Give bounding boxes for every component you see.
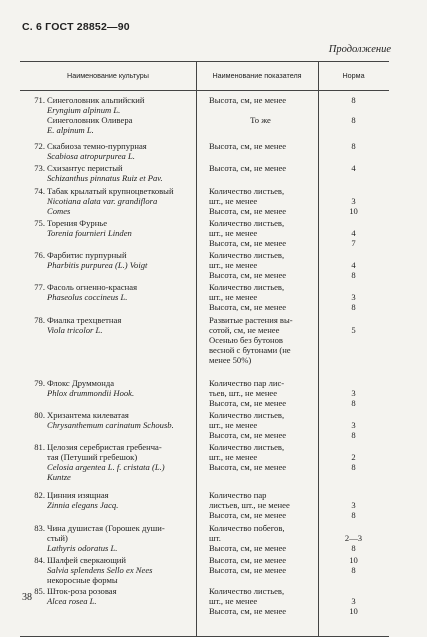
indicator-line: Количество листьев,: [209, 442, 285, 452]
continuation-label: Продолжение: [328, 44, 391, 55]
row-number: 76.: [34, 250, 45, 260]
indicator-cell: [209, 523, 312, 553]
row-number: 73.: [34, 163, 45, 173]
crop-name-line: Celosia argentea L. f. cristata (L.): [47, 462, 165, 472]
norm-cell: [318, 586, 389, 616]
indicator-line: Высота, см, не менее: [209, 302, 287, 312]
norm-value: 10: [349, 606, 358, 616]
crop-name-line: Цинния изящная: [47, 490, 109, 500]
indicator-line: Высота, см, не менее: [209, 543, 287, 553]
crop-name-line: Lathyris odoratus L.: [47, 543, 118, 553]
crop-name-line: Zinnia elegans Jacq.: [47, 500, 119, 510]
norm-value: 10: [349, 555, 358, 565]
norm-value: [318, 355, 389, 365]
crop-name-line: Табак крылатый крупноцветковый: [47, 186, 174, 196]
row-number: 77.: [34, 282, 45, 292]
indicator-cell: [209, 410, 312, 440]
crop-name-line: Синеголовник альпийский: [47, 95, 145, 105]
norm-value: 4: [351, 228, 356, 238]
norm-value: 8: [351, 510, 356, 520]
indicator-line: Количество листьев,: [209, 250, 285, 260]
crop-name-line: Торения Фурнье: [47, 218, 108, 228]
norm-cell: [318, 490, 389, 520]
crop-name-line: Phaseolus coccineus L.: [47, 292, 128, 302]
indicator-cell: [209, 163, 312, 173]
indicator-line: шт., не менее: [209, 292, 258, 302]
norm-value: [318, 105, 389, 115]
norm-value: 8: [351, 95, 356, 105]
crop-name-cell: [23, 490, 198, 510]
norm-value: 3: [351, 388, 356, 398]
table-header: [20, 61, 389, 91]
crop-name-cell: [23, 586, 198, 606]
norm-cell: [318, 95, 389, 135]
crop-name-line: Torenia fournieri Linden: [47, 228, 132, 238]
crop-name-cell: [23, 315, 198, 335]
crop-name-cell: [23, 555, 198, 585]
norm-value: 8: [351, 141, 356, 151]
row-number: 74.: [34, 186, 45, 196]
indicator-line: Высота, см, не менее: [209, 510, 287, 520]
column-header-crop: Наименование культуры: [67, 71, 149, 80]
document-header: С. 6 ГОСТ 28852—90: [22, 21, 130, 33]
crop-name-line: Scabiosa atropurpurea L.: [47, 151, 135, 161]
indicator-line: Высота, см, не менее: [209, 95, 287, 105]
column-header-indicator: Наименование показателя: [212, 71, 302, 80]
crop-name-cell: [23, 141, 198, 161]
norm-cell: [318, 378, 389, 408]
norm-cell: [318, 163, 389, 173]
norm-value: 3: [351, 420, 356, 430]
indicator-cell: [209, 442, 312, 472]
indicator-line: менее 50%): [209, 355, 252, 365]
norm-value: 8: [351, 398, 356, 408]
norm-value: 8: [351, 270, 356, 280]
crop-name-line: Фарбитис пурпурный: [47, 250, 127, 260]
crop-name-line: Скабиоза темно-пурпурная: [47, 141, 147, 151]
indicator-line: Высота, см, не менее: [209, 238, 287, 248]
norm-cell: [318, 141, 389, 151]
indicator-line: Развитые растения вы-: [209, 315, 293, 325]
crop-name-line: стый): [47, 533, 68, 543]
indicator-line: Высота, см, не менее: [209, 606, 287, 616]
norm-value: [318, 345, 389, 355]
norm-value: 8: [351, 115, 356, 125]
norm-value: [318, 586, 389, 596]
indicator-line: Высота, см, не менее: [209, 398, 287, 408]
indicator-line: Высота, см, не менее: [209, 270, 287, 280]
crop-name-cell: [23, 282, 198, 302]
norm-cell: [318, 315, 389, 365]
crop-name-line: Viola tricolor L.: [47, 325, 103, 335]
indicator-line: шт., не менее: [209, 228, 258, 238]
crop-name-line: Alcea rosea L.: [47, 596, 97, 606]
indicator-line: Количество листьев,: [209, 410, 285, 420]
indicator-line: Количество побегов,: [209, 523, 285, 533]
indicator-line: Количество пар: [209, 490, 267, 500]
indicator-line: Высота, см, не менее: [209, 430, 287, 440]
norm-value: [318, 250, 389, 260]
indicator-cell: [209, 141, 312, 151]
crop-name-line: Целозия серебристая гребенча-: [47, 442, 162, 452]
crop-name-line: Схизантус перистый: [47, 163, 123, 173]
row-number: 78.: [34, 315, 45, 325]
indicator-line: листьев, шт., не менее: [209, 500, 290, 510]
crop-name-line: Шток-роза розовая: [47, 586, 117, 596]
norms-table: [20, 61, 389, 637]
row-number: 83.: [34, 523, 45, 533]
norm-value: 2: [351, 452, 356, 462]
table-body: [20, 91, 389, 637]
crop-name-cell: [23, 218, 198, 238]
crop-name-line: Nicotiana alata var. grandiflora: [47, 196, 158, 206]
row-number: 71.: [34, 95, 45, 105]
crop-name-line: некоросные формы: [47, 575, 118, 585]
row-number: 81.: [34, 442, 45, 452]
indicator-line: шт., не менее: [209, 260, 258, 270]
norm-value: 4: [351, 163, 356, 173]
crop-name-line: E. alpinum L.: [47, 125, 94, 135]
crop-name-line: Фиалка трехцветная: [47, 315, 122, 325]
row-number: 75.: [34, 218, 45, 228]
indicator-line: Осенью без бутонов: [209, 335, 283, 345]
norm-value: 3: [351, 500, 356, 510]
indicator-line: сотой, см, не менее: [209, 325, 280, 335]
crop-name-cell: [23, 95, 198, 135]
indicator-cell: [209, 95, 312, 135]
crop-name-cell: [23, 163, 198, 183]
indicator-cell: [209, 218, 312, 248]
indicator-line: Высота, см, не менее: [209, 141, 287, 151]
norm-value: 7: [351, 238, 356, 248]
indicator-line: Высота, см, не менее: [209, 462, 287, 472]
indicator-line: шт., не менее: [209, 196, 258, 206]
indicator-line: шт.: [209, 533, 221, 543]
norm-cell: [318, 282, 389, 312]
norm-value: 2—3: [344, 533, 363, 543]
crop-name-line: Фасоль огненно-красная: [47, 282, 138, 292]
norm-value: [318, 490, 389, 500]
indicator-cell: [209, 555, 312, 575]
indicator-line: То же: [250, 115, 271, 125]
norm-cell: [318, 523, 389, 553]
column-header-norm: Норма: [342, 71, 365, 80]
row-number: 84.: [34, 555, 45, 565]
norm-value: 3: [351, 196, 356, 206]
crop-name-line: Comes: [47, 206, 71, 216]
norm-cell: [318, 410, 389, 440]
crop-name-cell: [23, 410, 198, 430]
crop-name-line: Salvia splendens Sello ex Nees: [47, 565, 153, 575]
crop-name-line: Чина душистая (Горошек души-: [47, 523, 165, 533]
crop-name-cell: [23, 250, 198, 270]
crop-name-cell: [23, 523, 198, 553]
indicator-line: [209, 105, 312, 115]
norm-value: [318, 378, 389, 388]
norm-value: 8: [351, 302, 356, 312]
norm-value: [318, 186, 389, 196]
norm-value: [318, 410, 389, 420]
norm-value: 10: [349, 206, 358, 216]
crop-name-line: Chrysanthemum carinatum Schousb.: [47, 420, 174, 430]
crop-name-cell: [23, 378, 198, 398]
row-number: 85.: [34, 586, 45, 596]
crop-name-cell: [23, 442, 198, 482]
indicator-line: Количество пар лис-: [209, 378, 285, 388]
indicator-line: Высота, см, не менее: [209, 555, 287, 565]
indicator-line: [209, 125, 312, 135]
crop-name-cell: [23, 186, 198, 216]
indicator-cell: [209, 378, 312, 408]
indicator-line: Количество листьев,: [209, 218, 285, 228]
row-number: 79.: [34, 378, 45, 388]
indicator-line: весной с бутонами (не: [209, 345, 291, 355]
indicator-line: тьев, шт., не менее: [209, 388, 278, 398]
indicator-line: Количество листьев,: [209, 282, 285, 292]
row-number: 82.: [34, 490, 45, 500]
norm-cell: [318, 555, 389, 575]
indicator-cell: [209, 315, 312, 365]
norm-value: [318, 125, 389, 135]
norm-cell: [318, 186, 389, 216]
crop-name-line: Флокс Друммонда: [47, 378, 115, 388]
norm-cell: [318, 442, 389, 472]
norm-value: 4: [351, 260, 356, 270]
norm-value: [318, 523, 389, 533]
indicator-cell: [209, 250, 312, 280]
norm-value: [318, 442, 389, 452]
norm-value: [318, 315, 389, 325]
crop-name-line: тая (Петуший гребешок): [47, 452, 138, 462]
norm-value: 8: [351, 543, 356, 553]
indicator-cell: [209, 490, 312, 520]
row-number: 80.: [34, 410, 45, 420]
indicator-line: шт., не менее: [209, 596, 258, 606]
page-number: 38: [22, 592, 32, 603]
crop-name-line: Pharbitis purpurea (L.) Voigt: [47, 260, 148, 270]
norm-value: [318, 218, 389, 228]
indicator-line: шт., не менее: [209, 420, 258, 430]
crop-name-line: Eryngium alpinum L.: [47, 105, 121, 115]
crop-name-line: Шалфей сверкающий: [47, 555, 127, 565]
crop-name-line: Синеголовник Оливера: [47, 115, 133, 125]
norm-value: 3: [351, 292, 356, 302]
indicator-line: Высота, см, не менее: [209, 206, 287, 216]
indicator-cell: [209, 186, 312, 216]
norm-value: 8: [351, 565, 356, 575]
norm-value: 5: [351, 325, 356, 335]
indicator-line: Количество листьев,: [209, 586, 285, 596]
indicator-line: Количество листьев,: [209, 186, 285, 196]
crop-name-line: Kuntze: [47, 472, 71, 482]
norm-cell: [318, 250, 389, 280]
norm-value: 8: [351, 462, 356, 472]
norm-value: [318, 335, 389, 345]
indicator-cell: [209, 586, 312, 616]
crop-name-line: Phlox drummondii Hook.: [47, 388, 135, 398]
indicator-line: Высота, см, не менее: [209, 163, 287, 173]
indicator-line: шт., не менее: [209, 452, 258, 462]
indicator-line: Высота, см, не менее: [209, 565, 287, 575]
row-number: 72.: [34, 141, 45, 151]
crop-name-line: Хризантема килеватая: [47, 410, 129, 420]
norm-cell: [318, 218, 389, 248]
norm-value: 3: [351, 596, 356, 606]
indicator-cell: [209, 282, 312, 312]
norm-value: 8: [351, 430, 356, 440]
norm-value: [318, 282, 389, 292]
crop-name-line: Schizanthus pinnatus Ruiz et Pav.: [47, 173, 163, 183]
